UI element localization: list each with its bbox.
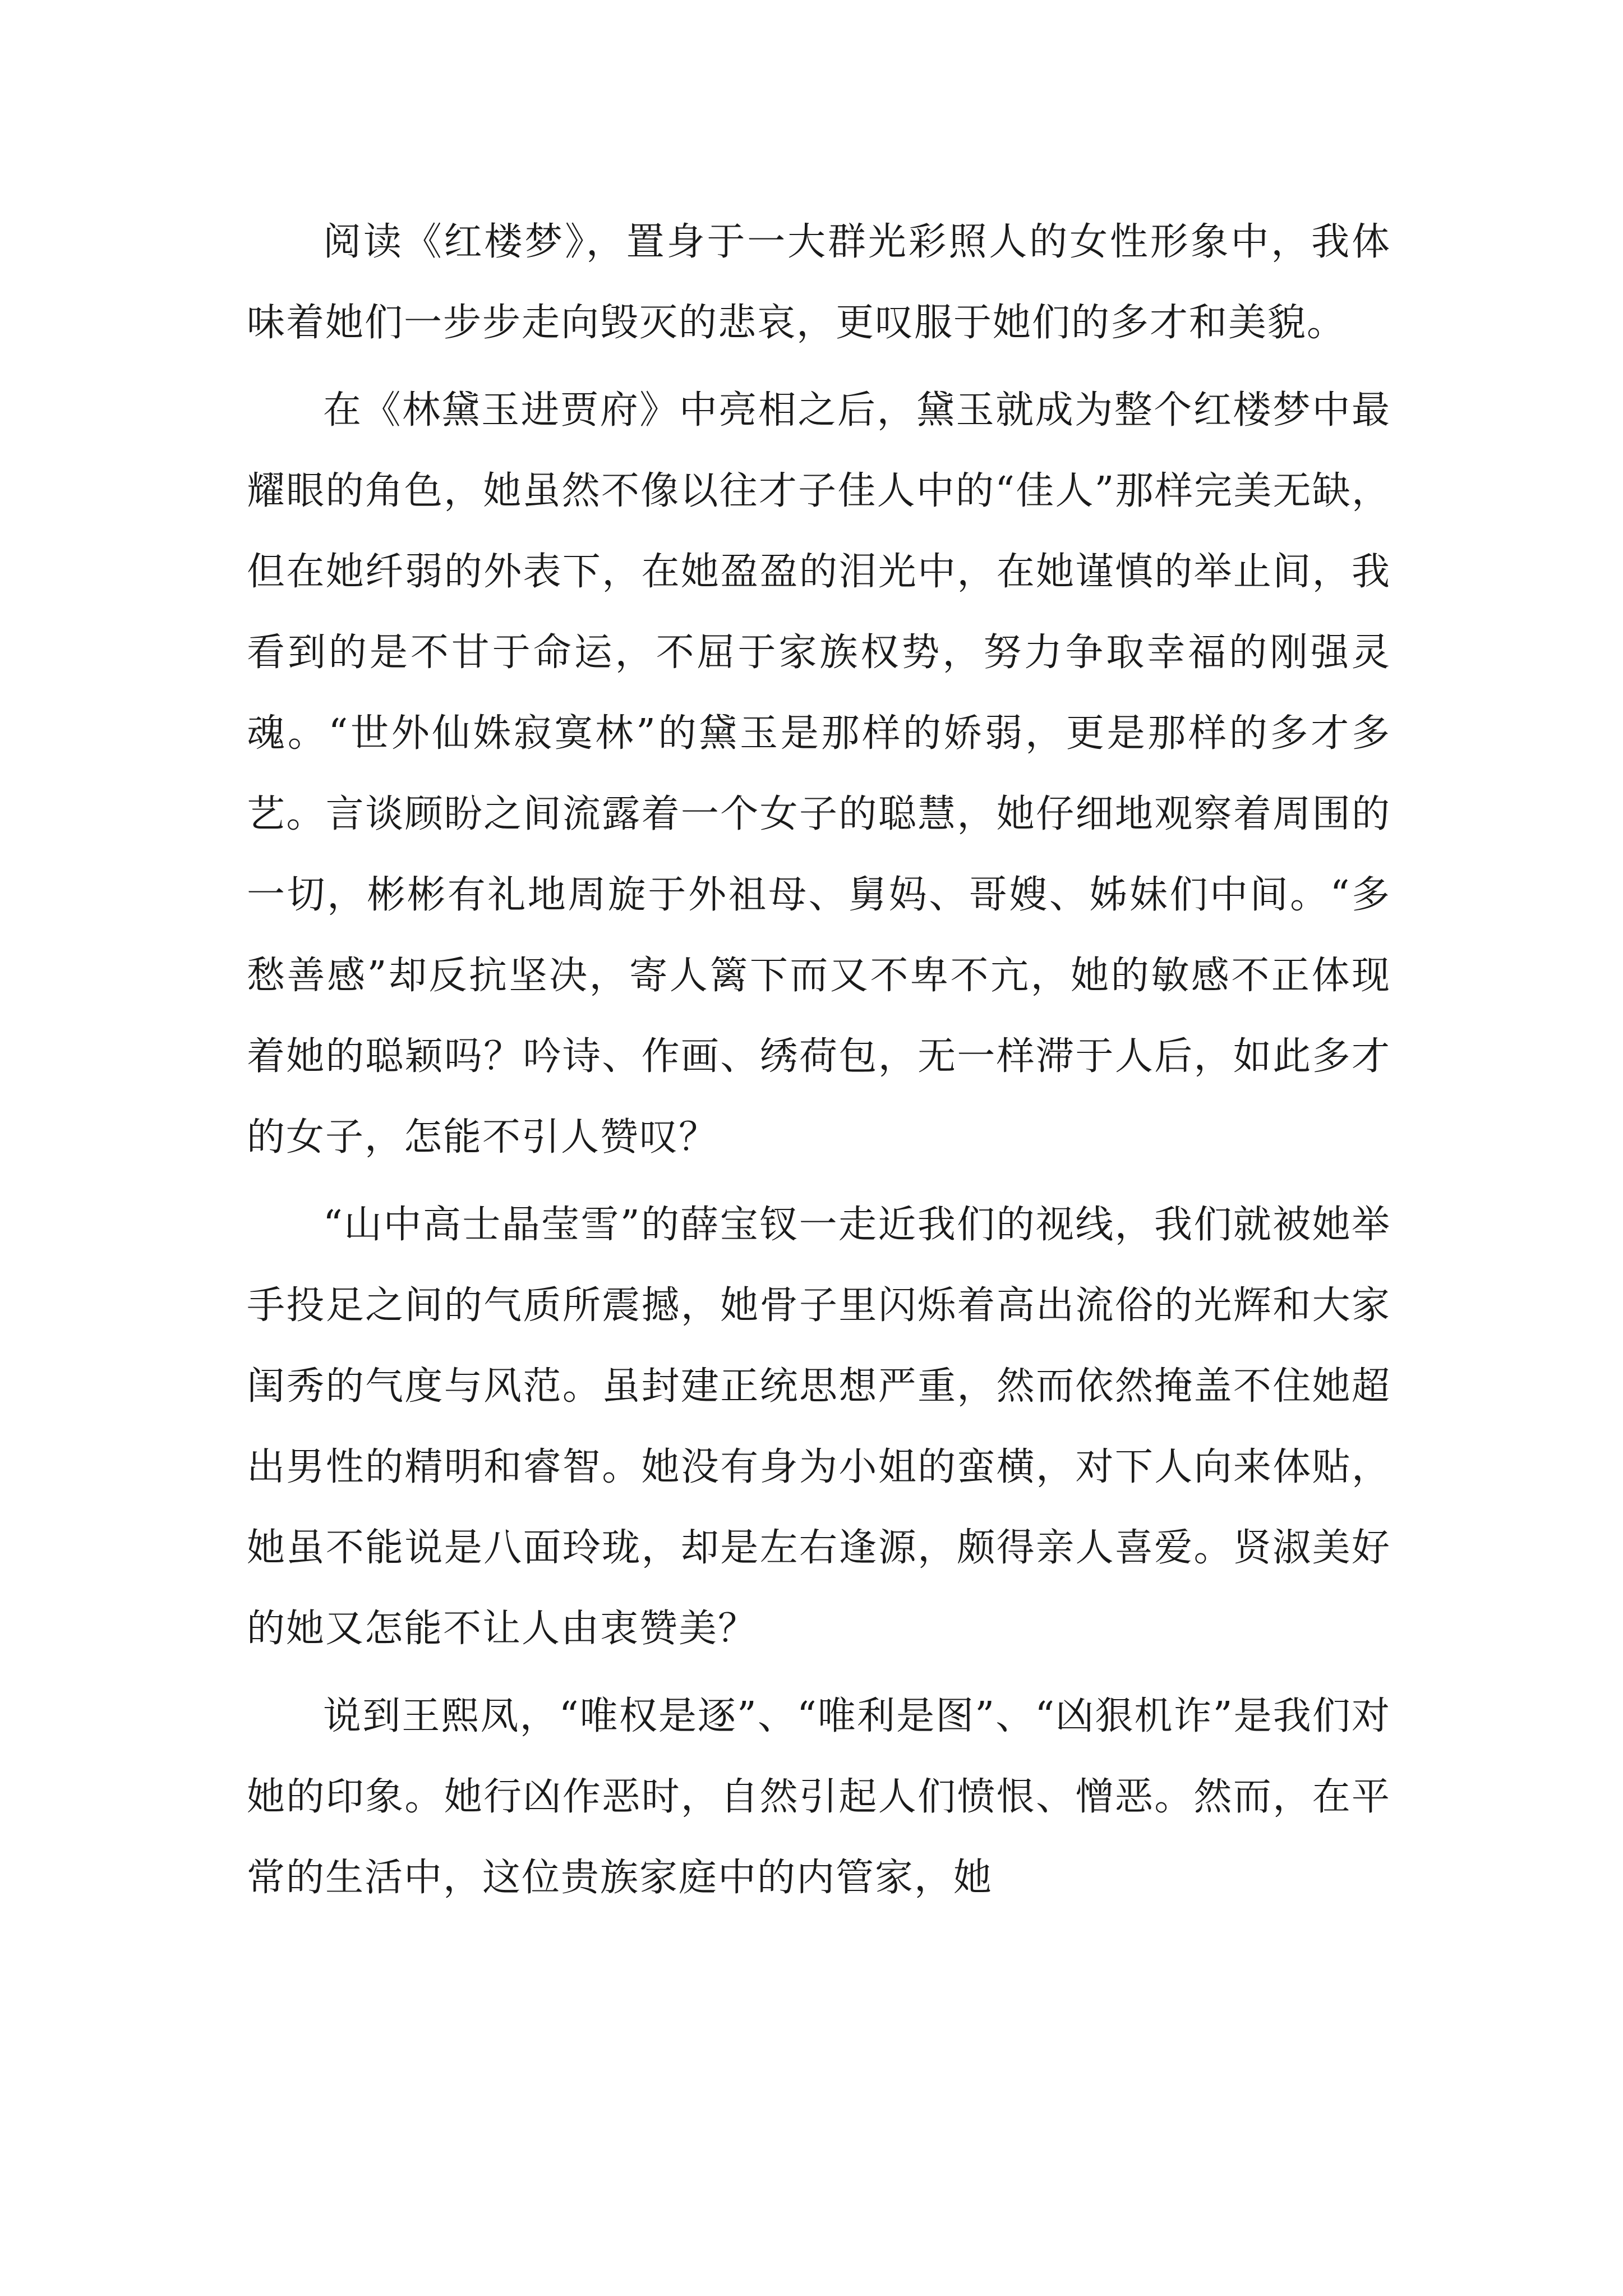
paragraph-xifeng: 说到王熙凤，“唯权是逐”、“唯利是图”、“凶狠机诈”是我们对她的印象。她行凶作恶时，自然引起人们愤恨、憎恶。然而，在平常的生活中，这位贵族家庭中的内管家，她 [247,1694,1391,1900]
paragraph-daiyu: 在《林黛玉进贾府》中亮相之后，黛玉就成为整个红楼梦中最耀眼的角色，她虽然不像以往才子佳人中的“佳人”那样完美无缺，但在她纤弱的外表下，在她盈盈的泪光中，在她谨慎的举止间，我看到的是不甘于命运，不屈于家族权势，努力争取幸福的刚强灵魂。“世外仙姝寂寞林”的黛玉是那样的娇弱，更是那样的多才多艺。言谈顾盼之间流露着一个女子的聪慧，她仔细地观察着周围的一切，彬彬有礼地周旋于外祖母、舅妈、哥嫂、姊妹们中间。“多愁善感”却反抗坚决，寄人篱下而又不卑不亢，她的敏感不正体现着她的聪颖吗？吟诗、作画、绣荷包，无一样滞于人后，如此多才的女子，怎能不引人赞叹？ [247,388,1391,1159]
paragraph-intro: 阅读《红楼梦》，置身于一大群光彩照人的女性形象中，我体味着她们一步步走向毁灭的悲哀，更叹服于她们的多才和美貌。 [247,220,1391,345]
body-text [247,202,1391,1918]
paragraph-baochai: “山中高士晶莹雪”的薛宝钗一走近我们的视线，我们就被她举手投足之间的气质所震撼，她骨子里闪烁着高出流俗的光辉和大家闺秀的气度与风范。虽封建正统思想严重，然而依然掩盖不住她超出男性的精明和睿智。她没有身为小姐的蛮横，对下人向来体贴，她虽不能说是八面玲珑，却是左右逢源，颇得亲人喜爱。贤淑美好的她又怎能不让人由衷赞美？ [247,1203,1391,1651]
